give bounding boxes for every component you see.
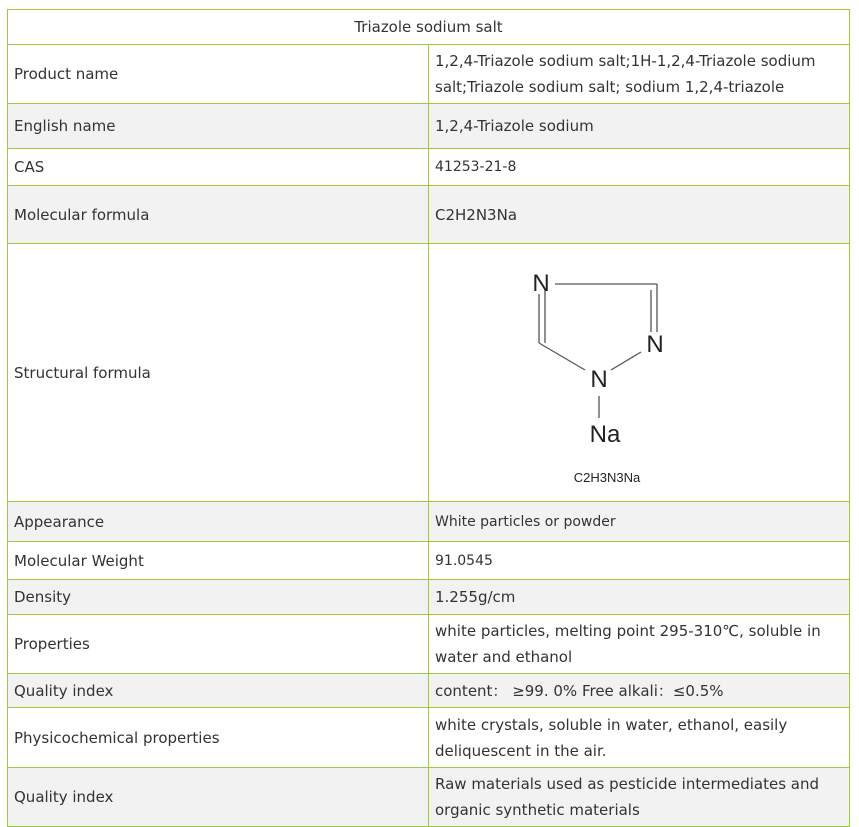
table-row — [8, 186, 850, 244]
appearance-value: White particles or powder — [429, 502, 850, 542]
spec-table-container — [7, 9, 850, 827]
atom-na: Na — [589, 420, 621, 448]
table-row — [8, 580, 850, 615]
molecular-weight-label: Molecular Weight — [8, 542, 429, 580]
table-row — [8, 674, 850, 708]
quality-index-2-value: Raw materials used as pesticide intermediates and organic synthetic materials — [429, 768, 850, 827]
product-name-label: Product name — [8, 45, 429, 104]
cas-value: 41253-21-8 — [429, 149, 850, 186]
table-row — [8, 244, 850, 502]
properties-value: white particles, melting point 295-310℃, soluble in water and ethanol — [429, 615, 850, 674]
table-row — [8, 104, 850, 149]
table-row — [8, 768, 850, 827]
density-label: Density — [8, 580, 429, 615]
table-title-row — [8, 10, 850, 45]
spec-table — [7, 9, 850, 827]
molecular-formula-label: Molecular formula — [8, 186, 429, 244]
cas-label: CAS — [8, 149, 429, 186]
table-row — [8, 45, 850, 104]
structure-caption: C2H3N3Na — [573, 469, 641, 485]
quality-index-label: Quality index — [8, 674, 429, 708]
quality-index-value: content： ≥99. 0% Free alkali：≤0.5% — [429, 674, 850, 708]
atom-n-top: N — [532, 269, 550, 297]
table-row — [8, 149, 850, 186]
triazole-structure-image — [433, 248, 751, 498]
product-name-value: 1,2,4-Triazole sodium salt;1H-1,2,4-Triazole sodium salt;Triazole sodium salt; sodium 1,2,4-triazole — [429, 45, 850, 104]
molecular-weight-value: 91.0545 — [429, 542, 850, 580]
english-name-value: 1,2,4-Triazole sodium — [429, 104, 850, 149]
english-name-label: English name — [8, 104, 429, 149]
table-row — [8, 502, 850, 542]
physicochemical-label: Physicochemical properties — [8, 708, 429, 768]
atom-n-bottom: N — [590, 365, 608, 393]
table-row — [8, 542, 850, 580]
density-value: 1.255g/cm — [429, 580, 850, 615]
structural-formula-cell — [429, 244, 850, 502]
appearance-label: Appearance — [8, 502, 429, 542]
molecular-formula-value: C2H2N3Na — [429, 186, 850, 244]
properties-label: Properties — [8, 615, 429, 674]
table-row — [8, 615, 850, 674]
atom-n-right: N — [646, 330, 664, 358]
physicochemical-value: white crystals, soluble in water, ethanol, easily deliquescent in the air. — [429, 708, 850, 768]
table-title: Triazole sodium salt — [8, 10, 850, 45]
table-row — [8, 708, 850, 768]
quality-index-2-label: Quality index — [8, 768, 429, 827]
structural-formula-label: Structural formula — [8, 244, 429, 502]
